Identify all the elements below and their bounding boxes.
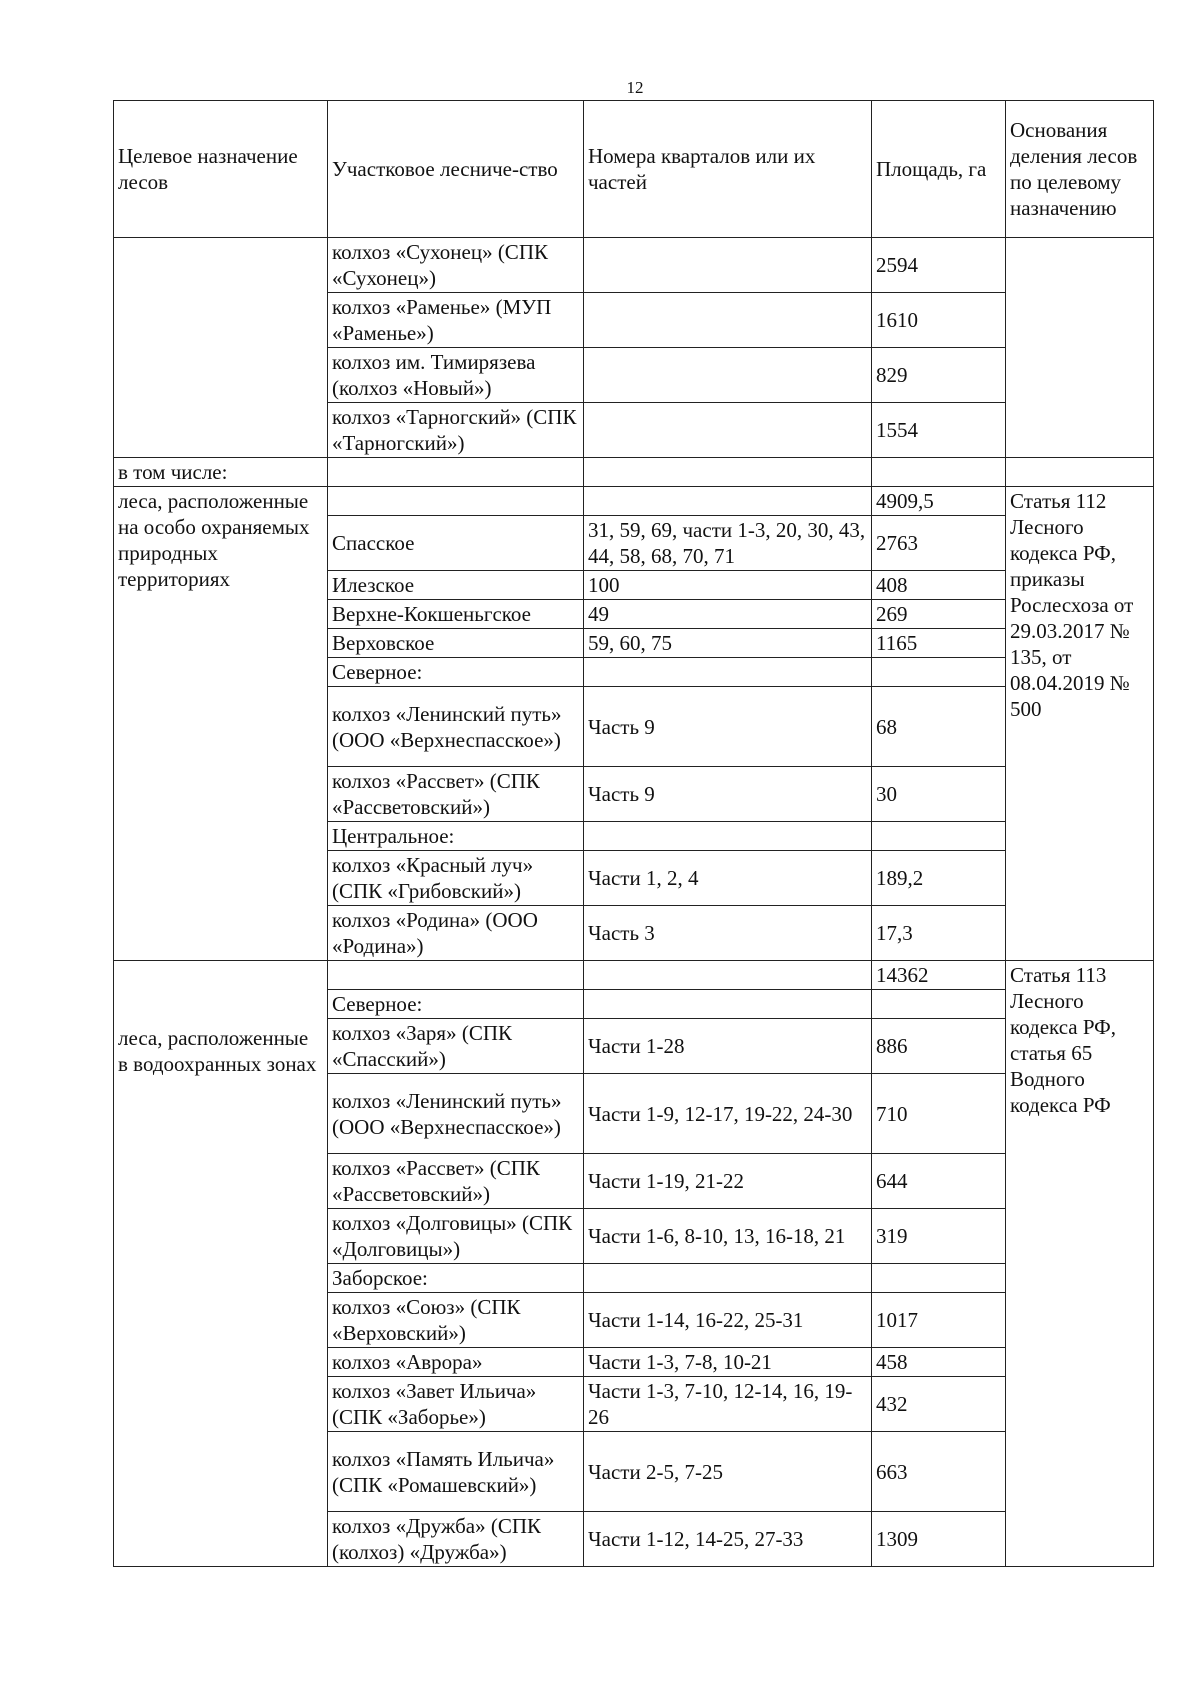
area-cell: 269 <box>872 600 1006 629</box>
quarters-cell: Часть 9 <box>584 687 872 767</box>
district-cell: колхоз «Долговицы» (СПК «Долговицы») <box>328 1209 584 1264</box>
district-cell: Северное: <box>328 658 584 687</box>
area-cell: 1309 <box>872 1512 1006 1567</box>
empty-cell <box>584 458 872 487</box>
district-cell: колхоз «Ленинский путь» (ООО «Верхнеспасское») <box>328 687 584 767</box>
district-cell: колхоз им. Тимирязева (колхоз «Новый») <box>328 348 584 403</box>
area-cell: 68 <box>872 687 1006 767</box>
district-cell: Верховское <box>328 629 584 658</box>
quarters-cell: Части 1-14, 16-22, 25-31 <box>584 1293 872 1348</box>
table-row <box>114 961 1154 990</box>
quarters-cell <box>584 658 872 687</box>
quarters-cell <box>584 822 872 851</box>
area-cell: 886 <box>872 1019 1006 1074</box>
total-area-cell: 4909,5 <box>872 487 1006 516</box>
district-cell: колхоз «Рассвет» (СПК «Рассветовский») <box>328 767 584 822</box>
area-cell: 189,2 <box>872 851 1006 906</box>
area-cell: 432 <box>872 1377 1006 1432</box>
district-cell: колхоз «Тарногский» (СПК «Тарногский») <box>328 403 584 458</box>
quarters-cell: Части 2-5, 7-25 <box>584 1432 872 1512</box>
area-cell: 1554 <box>872 403 1006 458</box>
header-area: Площадь, га <box>872 101 1006 238</box>
area-cell <box>872 822 1006 851</box>
quarters-cell: 31, 59, 69, части 1-3, 20, 30, 43, 44, 58, 68, 70, 71 <box>584 516 872 571</box>
forest-purpose-table <box>113 100 1154 1567</box>
area-cell: 2763 <box>872 516 1006 571</box>
quarters-cell: 49 <box>584 600 872 629</box>
district-cell: Верхне-Кокшеньгское <box>328 600 584 629</box>
area-cell: 663 <box>872 1432 1006 1512</box>
district-cell: колхоз «Союз» (СПК «Верховский») <box>328 1293 584 1348</box>
area-cell: 829 <box>872 348 1006 403</box>
area-cell <box>872 990 1006 1019</box>
empty-cell <box>328 458 584 487</box>
area-cell: 1610 <box>872 293 1006 348</box>
district-cell: колхоз «Ленинский путь» (ООО «Верхнеспасское») <box>328 1074 584 1154</box>
quarters-cell: Части 1-9, 12-17, 19-22, 24-30 <box>584 1074 872 1154</box>
district-cell: Спасское <box>328 516 584 571</box>
area-cell: 710 <box>872 1074 1006 1154</box>
district-cell: Северное: <box>328 990 584 1019</box>
quarters-cell: Части 1-19, 21-22 <box>584 1154 872 1209</box>
empty-cell <box>328 961 584 990</box>
table-row <box>114 238 1154 293</box>
district-cell: Центральное: <box>328 822 584 851</box>
area-cell: 644 <box>872 1154 1006 1209</box>
district-cell: колхоз «Заря» (СПК «Спасский») <box>328 1019 584 1074</box>
district-cell: колхоз «Память Ильича» (СПК «Ромашевский») <box>328 1432 584 1512</box>
empty-cell <box>872 458 1006 487</box>
district-cell: колхоз «Завет Ильича» (СПК «Заборье») <box>328 1377 584 1432</box>
area-cell: 17,3 <box>872 906 1006 961</box>
quarters-cell: Части 1-28 <box>584 1019 872 1074</box>
including-label: в том числе: <box>114 458 328 487</box>
area-cell: 30 <box>872 767 1006 822</box>
quarters-cell: 100 <box>584 571 872 600</box>
basis-cell: Статья 112 Лесного кодекса РФ, приказы Рослесхоза от 29.03.2017 № 135, от 08.04.2019 № 500 <box>1006 487 1154 961</box>
area-cell: 319 <box>872 1209 1006 1264</box>
area-cell <box>872 658 1006 687</box>
header-basis: Основания деления лесов по целевому назначению <box>1006 101 1154 238</box>
quarters-cell: Части 1-12, 14-25, 27-33 <box>584 1512 872 1567</box>
area-cell: 1017 <box>872 1293 1006 1348</box>
area-cell: 2594 <box>872 238 1006 293</box>
area-cell <box>872 1264 1006 1293</box>
header-quarters: Номера кварталов или их частей <box>584 101 872 238</box>
purpose-text: леса, расположенные в водоохранных зонах <box>118 1026 317 1076</box>
quarters-cell <box>584 238 872 293</box>
quarters-cell: 59, 60, 75 <box>584 629 872 658</box>
quarters-cell <box>584 1264 872 1293</box>
quarters-cell <box>584 403 872 458</box>
district-cell: колхоз «Сухонец» (СПК «Сухонец») <box>328 238 584 293</box>
empty-cell <box>328 487 584 516</box>
table-header-row <box>114 101 1154 238</box>
quarters-cell: Части 1-6, 8-10, 13, 16-18, 21 <box>584 1209 872 1264</box>
area-cell: 458 <box>872 1348 1006 1377</box>
purpose-cell <box>114 961 328 1567</box>
quarters-cell: Часть 9 <box>584 767 872 822</box>
quarters-cell: Часть 3 <box>584 906 872 961</box>
quarters-cell <box>584 990 872 1019</box>
district-cell: колхоз «Красный луч» (СПК «Грибовский») <box>328 851 584 906</box>
header-district: Участковое лесниче-ство <box>328 101 584 238</box>
quarters-cell: Части 1-3, 7-10, 12-14, 16, 19-26 <box>584 1377 872 1432</box>
district-cell: колхоз «Рассвет» (СПК «Рассветовский») <box>328 1154 584 1209</box>
purpose-cell-empty <box>114 238 328 458</box>
quarters-cell: Части 1, 2, 4 <box>584 851 872 906</box>
basis-cell: Статья 113 Лесного кодекса РФ, статья 65 Водного кодекса РФ <box>1006 961 1154 1567</box>
district-cell: Илезское <box>328 571 584 600</box>
district-cell: колхоз «Родина» (ООО «Родина») <box>328 906 584 961</box>
basis-cell-empty <box>1006 238 1154 458</box>
district-cell: колхоз «Раменье» (МУП «Раменье») <box>328 293 584 348</box>
area-cell: 408 <box>872 571 1006 600</box>
district-cell: Заборское: <box>328 1264 584 1293</box>
district-cell: колхоз «Дружба» (СПК (колхоз) «Дружба») <box>328 1512 584 1567</box>
header-purpose: Целевое назначение лесов <box>114 101 328 238</box>
quarters-cell <box>584 348 872 403</box>
empty-cell <box>584 487 872 516</box>
district-cell: колхоз «Аврора» <box>328 1348 584 1377</box>
page-number: 12 <box>626 78 644 97</box>
including-row <box>114 458 1154 487</box>
table-row <box>114 487 1154 516</box>
quarters-cell <box>584 293 872 348</box>
empty-cell <box>584 961 872 990</box>
purpose-cell: леса, расположенные на особо охраняемых природных территориях <box>114 487 328 961</box>
total-area-cell: 14362 <box>872 961 1006 990</box>
quarters-cell: Части 1-3, 7-8, 10-21 <box>584 1348 872 1377</box>
area-cell: 1165 <box>872 629 1006 658</box>
empty-cell <box>1006 458 1154 487</box>
